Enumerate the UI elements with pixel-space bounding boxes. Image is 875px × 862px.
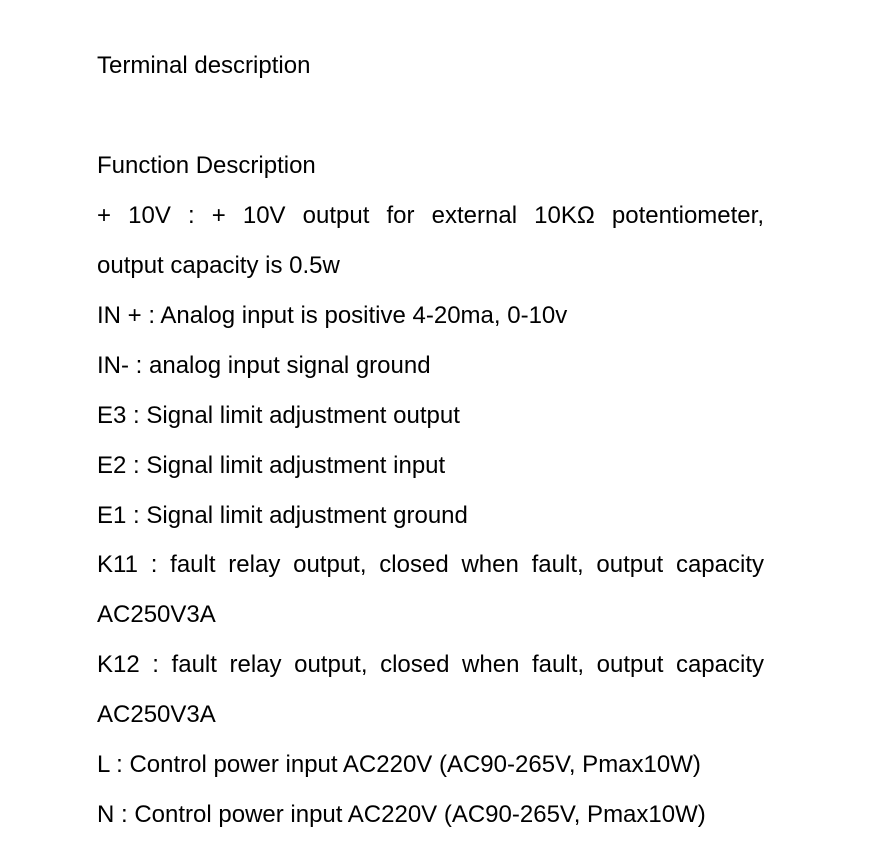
terminal-in-plus: IN + : Analog input is positive 4-20ma, 0-10v bbox=[97, 302, 568, 329]
terminal-k12-line2: AC250V3A bbox=[97, 701, 216, 728]
terminal-10v-line2: output capacity is 0.5w bbox=[97, 252, 340, 279]
terminal-n: N : Control power input AC220V (AC90-265V, Pmax10W) bbox=[97, 801, 706, 828]
terminal-e2: E2 : Signal limit adjustment input bbox=[97, 452, 446, 479]
terminal-in-minus: IN- : analog input signal ground bbox=[97, 352, 431, 379]
terminal-l: L : Control power input AC220V (AC90-265V, Pmax10W) bbox=[97, 751, 701, 778]
document-title: Terminal description bbox=[97, 52, 311, 79]
terminal-k12-line1: K12 : fault relay output, closed when fault, output capacity bbox=[97, 651, 764, 678]
terminal-10v-line1: + 10V : + 10V output for external 10KΩ potentiometer, bbox=[97, 202, 764, 229]
terminal-e3: E3 : Signal limit adjustment output bbox=[97, 402, 460, 429]
terminal-k11-line2: AC250V3A bbox=[97, 601, 216, 628]
section-heading: Function Description bbox=[97, 152, 316, 179]
terminal-e1: E1 : Signal limit adjustment ground bbox=[97, 502, 468, 529]
terminal-k11-line1: K11 : fault relay output, closed when fault, output capacity bbox=[97, 551, 764, 578]
